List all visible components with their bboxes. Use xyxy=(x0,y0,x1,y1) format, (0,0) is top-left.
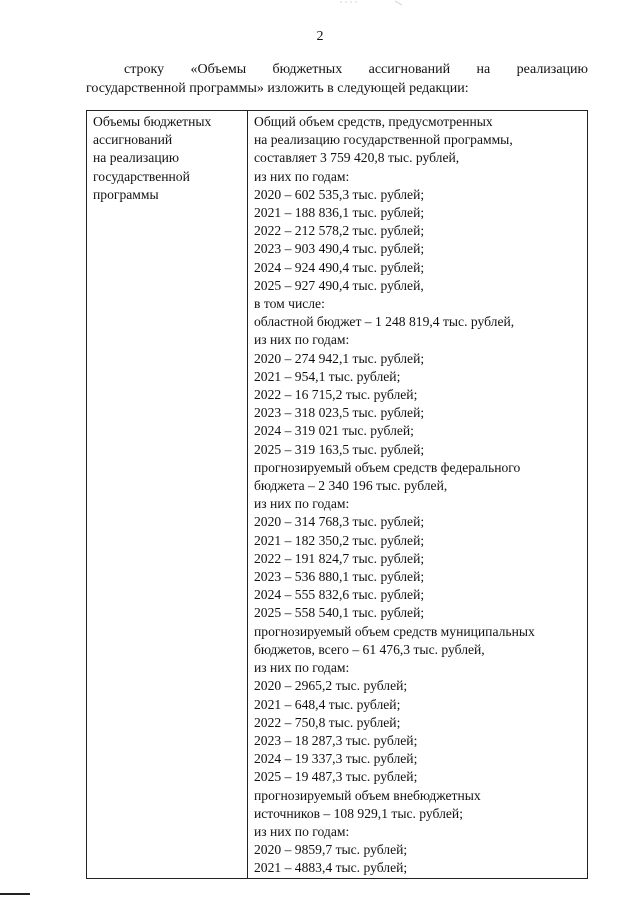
content-line: из них по годам: xyxy=(254,823,350,839)
content-line: 2024 – 19 337,3 тыс. рублей; xyxy=(254,751,418,767)
label-line: ассигнований xyxy=(93,132,173,148)
intro-word: «Объемы xyxy=(190,62,247,77)
content-line: 2025 – 319 163,5 тыс. рублей; xyxy=(254,441,425,457)
scan-artifact xyxy=(340,0,410,6)
content-line: 2022 – 16 715,2 тыс. рублей; xyxy=(254,387,418,403)
content-line: 2025 – 927 490,4 тыс. рублей, xyxy=(254,277,424,293)
label-cell xyxy=(87,111,248,879)
content-line: бюджетов, всего – 61 476,3 тыс. рублей, xyxy=(254,641,485,657)
content-line: прогнозируемый объем средств федерального xyxy=(254,459,521,475)
label-line: программы xyxy=(93,186,159,202)
content-line: в том числе: xyxy=(254,296,325,312)
content-line: 2024 – 555 832,6 тыс. рублей; xyxy=(254,587,425,603)
content-line: 2021 – 4883,4 тыс. рублей; xyxy=(254,860,408,876)
intro-line-2: государственной программы» изложить в следующей редакции: xyxy=(86,81,469,96)
content-line: 2024 – 319 021 тыс. рублей; xyxy=(254,423,414,439)
content-line: прогнозируемый объем внебюджетных xyxy=(254,787,481,803)
content-line: 2024 – 924 490,4 тыс. рублей; xyxy=(254,259,425,275)
content-line: 2025 – 558 540,1 тыс. рублей; xyxy=(254,605,425,621)
intro-word: ассигнований xyxy=(368,62,451,77)
budget-table xyxy=(86,110,588,879)
page-number: 2 xyxy=(316,29,324,44)
content-line: на реализацию государственной программы, xyxy=(254,132,513,148)
label-line: Объемы бюджетных xyxy=(93,114,212,129)
content-line: бюджета – 2 340 196 тыс. рублей, xyxy=(254,478,448,494)
table-row xyxy=(87,111,588,879)
content-line: 2023 – 536 880,1 тыс. рублей; xyxy=(254,569,425,585)
content-line: 2023 – 18 287,3 тыс. рублей; xyxy=(254,732,418,748)
intro-word: бюджетных xyxy=(272,62,343,77)
intro-word: на xyxy=(476,62,491,77)
content-line: 2020 – 314 768,3 тыс. рублей; xyxy=(254,514,425,530)
content-line: 2023 – 318 023,5 тыс. рублей; xyxy=(254,405,425,421)
scan-edge-mark xyxy=(0,893,30,895)
content-line: 2021 – 954,1 тыс. рублей; xyxy=(254,368,401,384)
content-line: источников – 108 929,1 тыс. рублей; xyxy=(254,805,463,821)
content-line: Общий объем средств, предусмотренных xyxy=(254,114,493,129)
intro-word: реализацию xyxy=(516,62,588,77)
content-line: 2021 – 182 350,2 тыс. рублей; xyxy=(254,532,425,548)
content-line: 2022 – 212 578,2 тыс. рублей; xyxy=(254,223,425,239)
content-line: из них по годам: xyxy=(254,168,350,184)
label-line: государственной xyxy=(93,168,190,184)
content-line: из них по годам: xyxy=(254,332,350,348)
content-line: 2022 – 750,8 тыс. рублей; xyxy=(254,714,401,730)
content-line: 2020 – 602 535,3 тыс. рублей; xyxy=(254,186,425,202)
intro-paragraph xyxy=(86,60,588,98)
label-line: на реализацию xyxy=(93,150,180,166)
content-line: 2020 – 9859,7 тыс. рублей; xyxy=(254,842,408,858)
content-line: 2021 – 648,4 тыс. рублей; xyxy=(254,696,401,712)
content-line: прогнозируемый объем средств муниципальных xyxy=(254,623,535,639)
content-line: из них по годам: xyxy=(254,496,350,512)
content-line: 2021 – 188 836,1 тыс. рублей; xyxy=(254,205,425,221)
content-cell xyxy=(248,111,588,879)
content-line: 2023 – 903 490,4 тыс. рублей; xyxy=(254,241,425,257)
intro-word: строку xyxy=(124,62,165,77)
intro-line-1 xyxy=(86,60,588,79)
content-line: 2022 – 191 824,7 тыс. рублей; xyxy=(254,550,425,566)
content-line: из них по годам: xyxy=(254,660,350,676)
content-line: 2020 – 274 942,1 тыс. рублей; xyxy=(254,350,425,366)
content-line: 2025 – 19 487,3 тыс. рублей; xyxy=(254,769,418,785)
content-line: составляет 3 759 420,8 тыс. рублей, xyxy=(254,150,460,166)
content-line: областной бюджет – 1 248 819,4 тыс. рублей, xyxy=(254,314,515,330)
content-line: 2020 – 2965,2 тыс. рублей; xyxy=(254,678,408,694)
